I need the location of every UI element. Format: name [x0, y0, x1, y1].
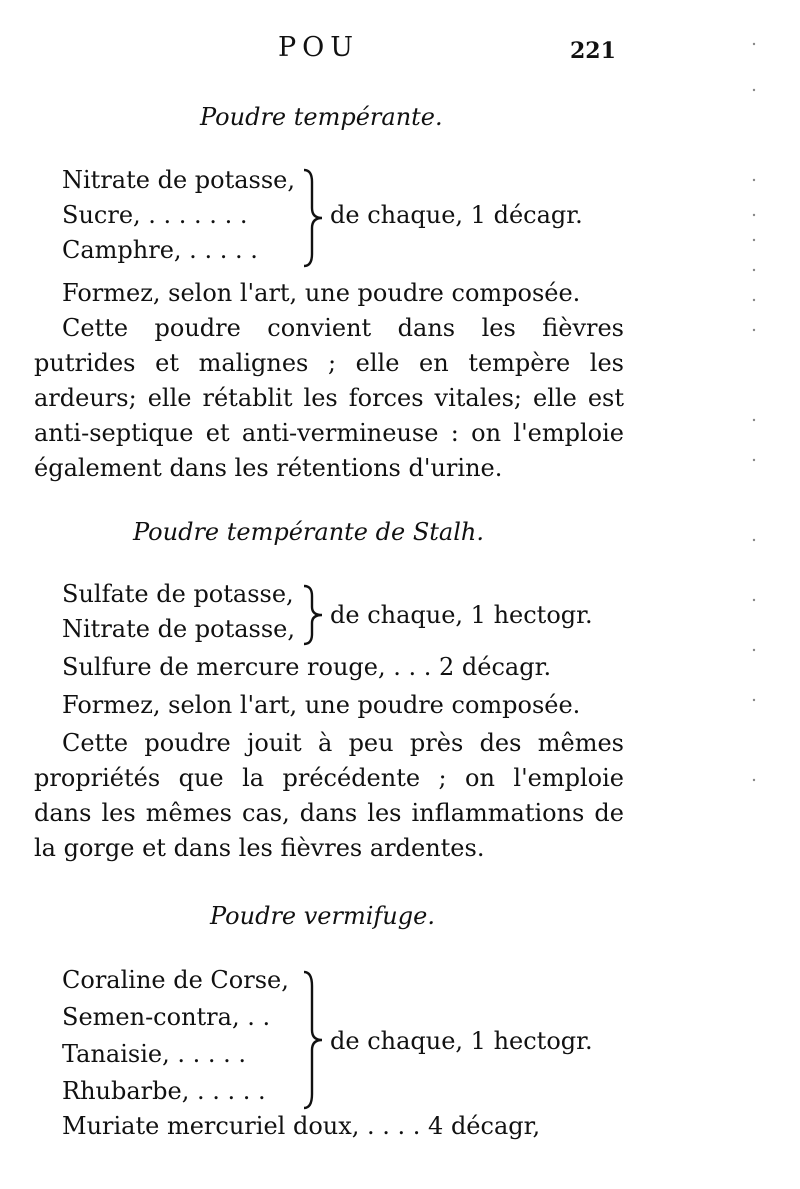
ingredient-line: Semen-contra, . .: [62, 1003, 271, 1031]
running-head: [0, 32, 800, 72]
scan-edge-marks: [740, 0, 800, 1189]
ingredient-line: Rhubarbe, . . . . .: [62, 1077, 266, 1105]
page-number: 221: [570, 38, 616, 64]
dose-text: de chaque, 1 décagr.: [330, 201, 583, 229]
method-line: Formez, selon l'art, une poudre composée.: [62, 691, 581, 719]
note-paragraph: Cette poudre convient dans les fièvres putrides et malignes ; elle en tempère les ardeurs; elle rétablit les forces vitales; elle est anti-septique et anti-vermineuse : on l'emploie également dans les rétentions d'urine.: [34, 314, 624, 482]
ingredient-line: Sulfure de mercure rouge, . . . 2 décagr.: [62, 653, 552, 681]
ingredient-line: Sucre, . . . . . . .: [62, 201, 248, 229]
dose-text: de chaque, 1 hectogr.: [330, 601, 593, 629]
section-title-poudre-vermifuge: Poudre vermifuge.: [210, 902, 435, 930]
dose-text: de chaque, 1 hectogr.: [330, 1027, 593, 1055]
ingredient-line: Sulfate de potasse,: [62, 580, 294, 608]
ingredient-line: Coraline de Corse,: [62, 966, 289, 994]
ingredient-line: Tanaisie, . . . . .: [62, 1040, 247, 1068]
section-title-poudre-temperante-stalh: Poudre tempérante de Stalh.: [133, 518, 484, 546]
ingredient-line: Nitrate de potasse,: [62, 166, 296, 194]
brace-mark: [300, 168, 326, 268]
running-head-word: POU: [278, 32, 360, 63]
ingredient-line: Nitrate de potasse,: [62, 615, 296, 643]
ingredient-line: Muriate mercuriel doux, . . . . 4 décagr,: [62, 1112, 541, 1140]
brace-mark: [300, 584, 326, 646]
brace-mark: [300, 970, 326, 1110]
note-paragraph: Cette poudre jouit à peu près des mêmes propriétés que la précédente ; on l'emploie dans les mêmes cas, dans les inflammations de la gorge et dans les fièvres ardentes.: [34, 729, 624, 862]
method-line: Formez, selon l'art, une poudre composée.: [62, 279, 581, 307]
section-title-poudre-temperante: Poudre tempérante.: [200, 103, 443, 131]
ingredient-line: Camphre, . . . . .: [62, 236, 258, 264]
